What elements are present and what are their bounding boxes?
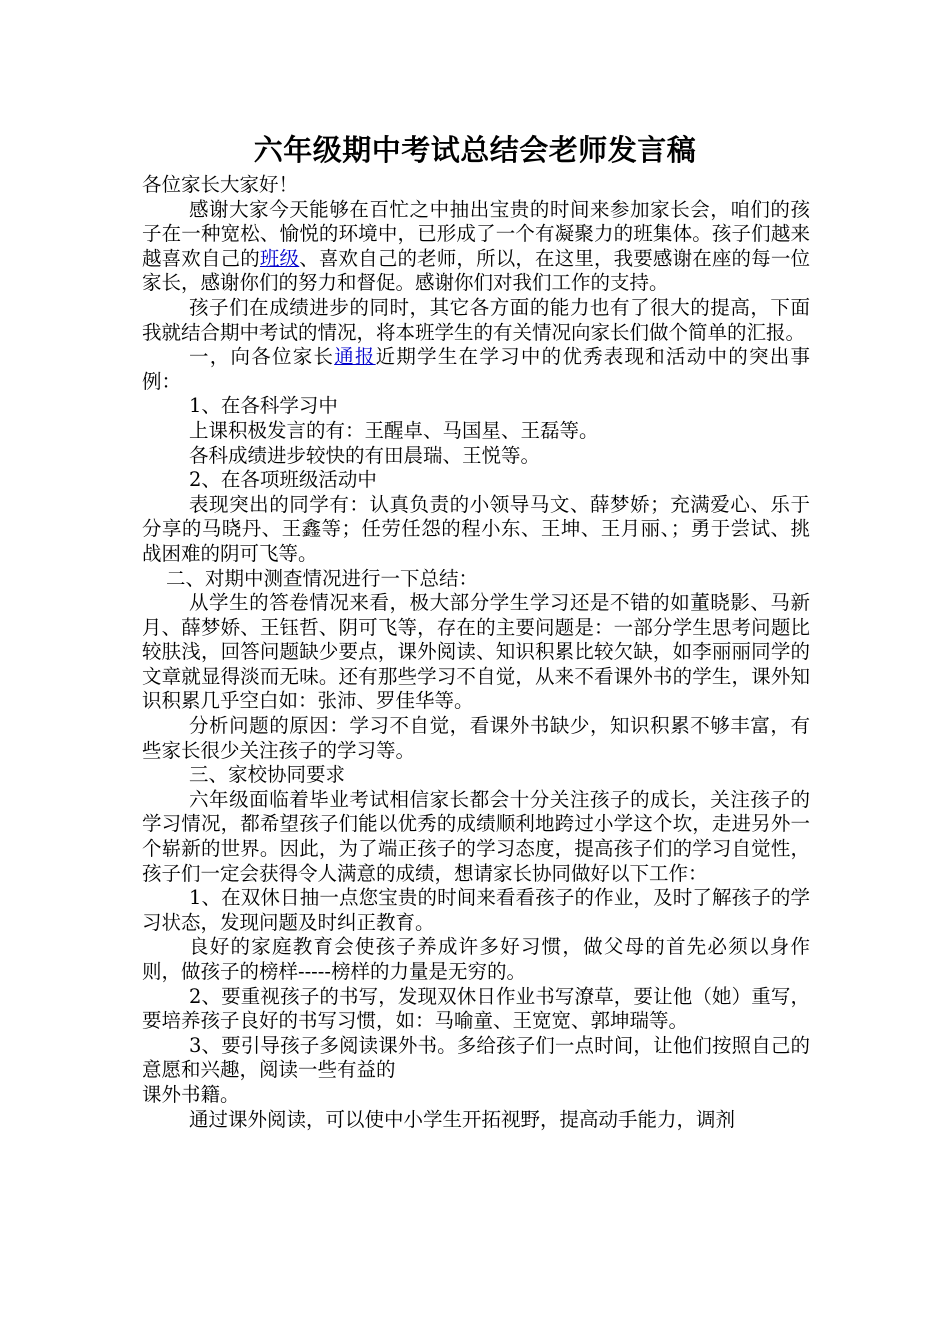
section-2-heading: 二、对期中测查情况进行一下总结： xyxy=(166,566,479,590)
section-3-paragraph: 六年级面临着毕业考试相信家长都会十分关注孩子的成长，关注孩子的学习情况，都希望孩子们能以优秀的成绩顺利地跨过小学这个坎，走进另外一个崭新的世界。因此，为了端正孩子的学习态度，提高孩子们的学习自觉性，孩子们一定会获得令人满意的成绩，想请家长协同做好以下工作： xyxy=(142,787,810,885)
request-item: 1、在双休日抽一点您宝贵的时间来看看孩子的作业，及时了解孩子的学习状态，发现问题及时纠正教育。 xyxy=(142,886,810,934)
section-2-paragraph: 从学生的答卷情况来看，极大部分学生学习还是不错的如董晓影、马新月、薛梦娇、王钰哲、阴可飞等，存在的主要问题是：一部分学生思考问题比较肤浅，回答问题缺少要点，课外阅读、知识积累比较欠缺，如李丽丽同学的文章就显得淡而无味。还有那些学习不自觉，从来不看课外书的学生，课外知识积累几乎空白如：张沛、罗佳华等。 xyxy=(142,591,810,713)
document-body xyxy=(142,173,810,1132)
subsection-2-heading: 2、在各项班级活动中 xyxy=(189,468,377,492)
subsection-1-line: 上课积极发言的有：王醒卓、马国星、王磊等。 xyxy=(189,418,599,442)
closing-paragraph: 通过课外阅读，可以使中小学生开拓视野，提高动手能力，调剂 xyxy=(189,1107,736,1131)
request-item: 3、要引导孩子多阅读课外书。多给孩子们一点时间，让他们按照自己的意愿和兴趣，阅读一些有益的 xyxy=(142,1033,810,1082)
paragraph-text: 近期学生在学习中的优秀表现和活动中的突出事例： xyxy=(142,345,810,393)
document-title: 六年级期中考试总结会老师发言稿 xyxy=(253,133,697,167)
request-item: 2、要重视孩子的书写，发现双休日作业书写潦草，要让他（她）重写，要培养孩子良好的书写习惯，如：马喻童、王宽宽、郭坤瑞等。 xyxy=(142,984,810,1033)
link-class[interactable]: 班级 xyxy=(259,246,300,270)
paragraph-text: 一，向各位家长 xyxy=(189,345,335,369)
subsection-1-line: 各科成绩进步较快的有田晨瑞、王悦等。 xyxy=(189,443,541,467)
paragraph-text: 、喜欢自己的老师，所以，在这里，我要感谢在座的每一位家长，感谢你们的努力和督促。感谢你们对我们工作的支持。 xyxy=(142,246,810,295)
greeting: 各位家长大家好！ xyxy=(142,173,299,196)
request-item-tail: 课外书籍。 xyxy=(142,1082,240,1106)
paragraph-text: 感谢大家今天能够在百忙之中抽出宝贵的时间来参加家长会，咱们的孩子在一种宽松、愉悦的环境中，已形成了一个有凝聚力的班集体。孩子们越来越喜欢自己的 xyxy=(142,197,810,270)
section-2-paragraph: 分析问题的原因：学习不自觉，看课外书缺少，知识积累不够丰富，有些家长很少关注孩子的学习等。 xyxy=(142,714,810,762)
link-notice[interactable]: 通报 xyxy=(334,345,376,369)
subsection-2-text: 表现突出的同学有：认真负责的小领导马文、薛梦娇；充满爱心、乐于分享的马晓丹、王鑫等；任劳任怨的程小东、王坤、王月丽、；勇于尝试、挑战困难的阴可飞等。 xyxy=(142,492,810,565)
section-3-heading: 三、家校协同要求 xyxy=(189,763,346,787)
section-1-heading xyxy=(142,345,810,394)
request-item-note: 良好的家庭教育会使孩子养成许多好习惯，做父母的首先必须以身作则，做孩子的榜样-----榜样的力量是无穷的。 xyxy=(142,935,810,983)
paragraph-thanks xyxy=(142,198,810,296)
paragraph-progress: 孩子们在成绩进步的同时，其它各方面的能力也有了很大的提高，下面我就结合期中考试的情况，将本班学生的有关情况向家长们做个简单的汇报。 xyxy=(142,295,810,344)
subsection-1-heading: 1、在各科学习中 xyxy=(189,394,338,418)
